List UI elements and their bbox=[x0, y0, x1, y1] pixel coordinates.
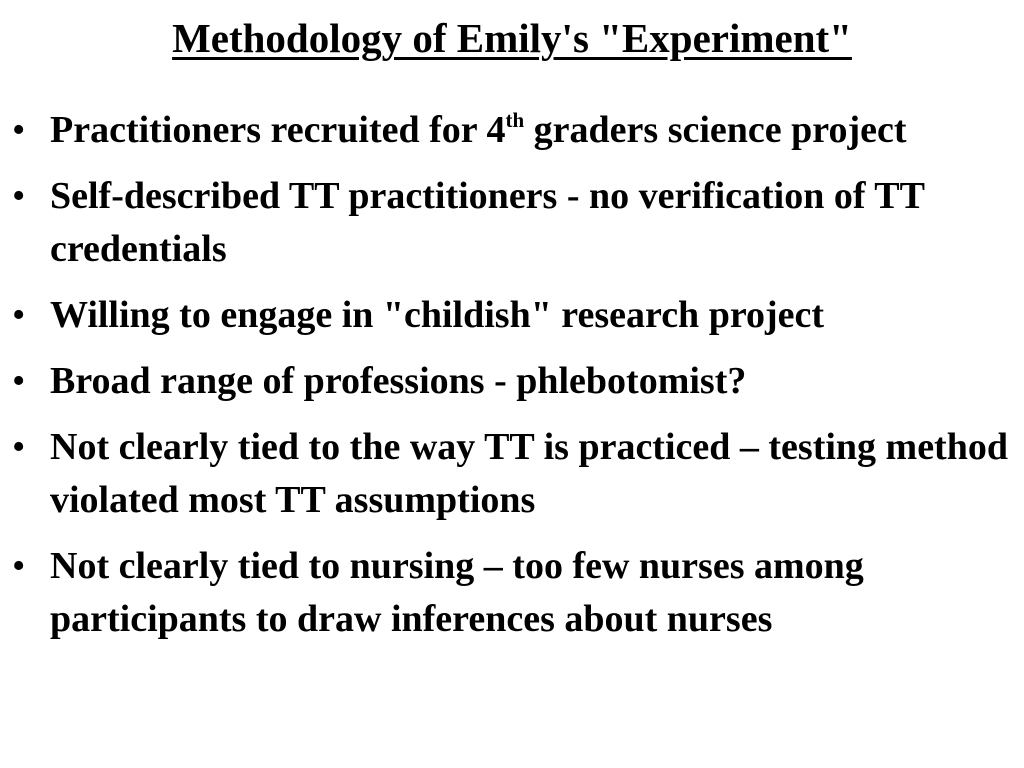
bullet-superscript: th bbox=[505, 108, 525, 132]
bullet-icon: • bbox=[12, 426, 26, 468]
bullet-icon: • bbox=[12, 545, 26, 587]
bullet-icon: • bbox=[12, 175, 26, 217]
bullet-text: Self-described TT practitioners - no verification of TT credentials bbox=[50, 175, 925, 270]
bullet-text: graders science project bbox=[524, 109, 907, 151]
bullet-text: Not clearly tied to the way TT is practiced – testing method violated most TT assumptions bbox=[50, 426, 1008, 521]
bullet-text: Broad range of professions - phlebotomist? bbox=[50, 360, 747, 402]
bullet-icon: • bbox=[12, 109, 26, 151]
bullet-item bbox=[0, 540, 1010, 646]
bullet-text: Practitioners recruited for 4 bbox=[50, 109, 506, 151]
bullet-list bbox=[0, 104, 1010, 659]
bullet-item bbox=[0, 104, 1010, 157]
bullet-text: Willing to engage in "childish" research project bbox=[50, 294, 825, 336]
bullet-item bbox=[0, 355, 1010, 408]
bullet-text: Not clearly tied to nursing – too few nurses among participants to draw inferences about nurses bbox=[50, 545, 864, 640]
slide-title bbox=[0, 12, 1024, 64]
slide-title-text: Methodology of Emily's "Experiment" bbox=[172, 15, 852, 61]
bullet-icon: • bbox=[12, 294, 26, 336]
bullet-item bbox=[0, 289, 1010, 342]
bullet-icon: • bbox=[12, 360, 26, 402]
bullet-item bbox=[0, 421, 1010, 527]
bullet-item bbox=[0, 170, 1010, 276]
